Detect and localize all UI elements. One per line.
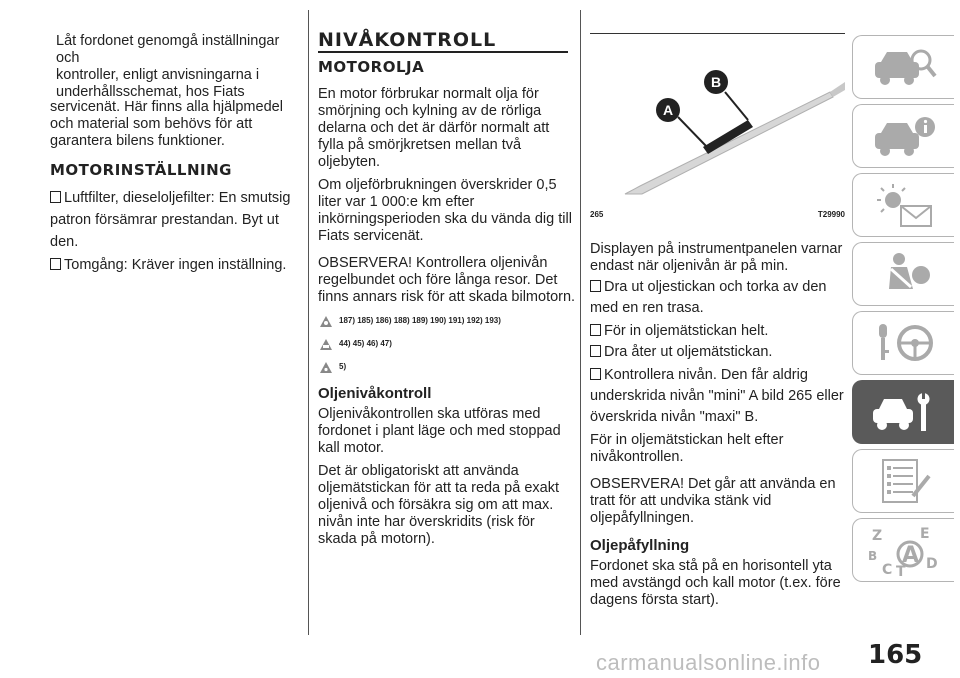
reference-list: 44) 45) 46) 47) [339, 339, 392, 348]
reference-row [318, 312, 576, 329]
index-letter: T [895, 564, 906, 578]
checkbox-bullet-icon [590, 280, 601, 292]
index-letter: D [925, 556, 938, 572]
document-list-icon [869, 456, 939, 506]
heading-rule [318, 51, 568, 53]
checkbox-bullet-icon [50, 191, 61, 203]
section-heading: MOTORINSTÄLLNING [50, 161, 232, 179]
index-letter: A [901, 543, 919, 568]
airbag-passenger-icon [869, 249, 939, 299]
tab-starting-driving[interactable] [852, 311, 954, 375]
car-magnifier-icon [869, 44, 939, 90]
paragraph: OBSERVERA! Det går att använda en tratt för att undvika stänk vid oljepåfyllningen. [590, 476, 836, 526]
bullet-item [590, 277, 845, 319]
tab-index[interactable] [852, 518, 954, 582]
warning-hand-icon [318, 314, 334, 328]
checkbox-bullet-icon [590, 368, 601, 380]
page-number: 165 [868, 640, 923, 670]
tab-maintenance-active[interactable] [852, 380, 954, 444]
column-left [50, 0, 300, 278]
bullet-text: Tomgång: Kräver ingen inställning. [64, 257, 287, 273]
subsection-heading: Oljepåfyllning [590, 537, 690, 554]
chapter-heading: NIVÅKONTROLL [318, 29, 497, 51]
intro-paragraph: servicenät. Här finns alla hjälpmedel och material som behövs för att garantera bilens funktioner. [50, 99, 283, 149]
column-middle [318, 0, 576, 554]
dipstick-figure [590, 33, 845, 204]
label-b: B [710, 74, 722, 90]
bullet-item [50, 257, 300, 274]
intro-line: underhållsschemat, hos Fiats [56, 84, 245, 100]
paragraph: En motor förbrukar normalt olja för smörjning och kylning av de rörliga delarna och det är därför normalt att fylla på smörjkretsen mellan två oljebyten. [318, 86, 550, 170]
paragraph: För in oljemätstickan helt efter nivåkontrollen. [590, 432, 784, 465]
column-divider [308, 10, 309, 635]
tab-safety[interactable] [852, 242, 954, 306]
tab-car-magnifier[interactable] [852, 35, 954, 99]
bullet-text: Luftfilter, dieseloljefilter: En smutsig patron försämrar prestandan. Byt ut den. [50, 190, 291, 250]
index-letter: Z [871, 528, 882, 544]
paragraph: OBSERVERA! Kontrollera oljenivån regelbundet och före långa resor. Det finns annars risk för att skada bilmotorn. [318, 255, 576, 305]
paragraph: Fordonet ska stå på en horisontell yta med avstängd och kall motor (t.ex. före dagens första start). [590, 558, 841, 608]
index-letter: B [867, 549, 877, 563]
paragraph: Displayen på instrumentpanelen varnar endast när oljenivån är på min. [590, 241, 843, 274]
bullet-item [50, 187, 300, 253]
checkbox-bullet-icon [590, 345, 601, 357]
bullet-item [590, 344, 845, 361]
dipstick-illustration [590, 34, 845, 204]
reference-row [318, 358, 576, 375]
alphabet-index-icon [864, 522, 944, 578]
checkbox-bullet-icon [50, 258, 61, 270]
subsection-heading: Oljenivåkontroll [318, 385, 432, 402]
key-steering-wheel-icon [869, 318, 939, 368]
label-a: A [662, 102, 674, 118]
paragraph: Oljenivåkontrollen ska utföras med fordonet i plant läge och med stoppad kall motor. [318, 406, 561, 456]
intro-line: Låt fordonet genomgå inställningar och [56, 33, 280, 66]
warning-car-icon [318, 337, 334, 351]
column-right [590, 0, 845, 615]
bullet-item [590, 323, 845, 340]
paragraph: Det är obligatoriskt att använda oljemätstickan för att ta reda på exakt oljenivå och försäkra sig om att max. nivån inte har överskridits (risk för skada på motorn). [318, 463, 559, 547]
warning-light-envelope-icon [869, 180, 939, 230]
reference-list: 187) 185) 186) 188) 189) 190) 191) 192) 193) [339, 316, 501, 325]
paragraph: Om oljeförbrukningen överskrider 0,5 liter var 1 000:e km efter inkörningsperioden ska du vända dig till Fiats servicenät. [318, 177, 572, 244]
car-info-icon [869, 113, 939, 159]
car-wrench-icon [869, 387, 939, 437]
intro-line: kontroller, enligt anvisningarna i [56, 67, 260, 83]
checkbox-bullet-icon [590, 324, 601, 336]
tab-warning-lights[interactable] [852, 173, 954, 237]
bullet-text: Kontrollera nivån. Den får aldrig underskrida nivån "mini" A bild 265 eller överskrida nivån "maxi" B. [590, 367, 844, 425]
bullet-item [590, 365, 845, 428]
intro-block [50, 33, 300, 101]
index-letter: E [919, 526, 930, 542]
figure-number: 265 [590, 210, 604, 219]
bullet-text: Dra ut oljestickan och torka av den med en ren trasa. [590, 279, 827, 316]
bullet-text: Dra åter ut oljemätstickan. [604, 344, 773, 360]
bullet-text: För in oljemätstickan helt. [604, 323, 769, 339]
index-letter: C [881, 562, 892, 578]
watermark: carmanualsonline.info [596, 650, 821, 675]
figure-caption [590, 206, 845, 223]
environment-icon [318, 360, 334, 374]
tab-technical-data[interactable] [852, 449, 954, 513]
reference-row [318, 335, 576, 352]
chapter-tabs [852, 35, 954, 587]
reference-list: 5) [339, 362, 347, 371]
subsection-heading: MOTOROLJA [318, 58, 425, 76]
tab-car-info[interactable] [852, 104, 954, 168]
figure-code: T29990 [817, 210, 845, 219]
column-divider [580, 10, 581, 635]
